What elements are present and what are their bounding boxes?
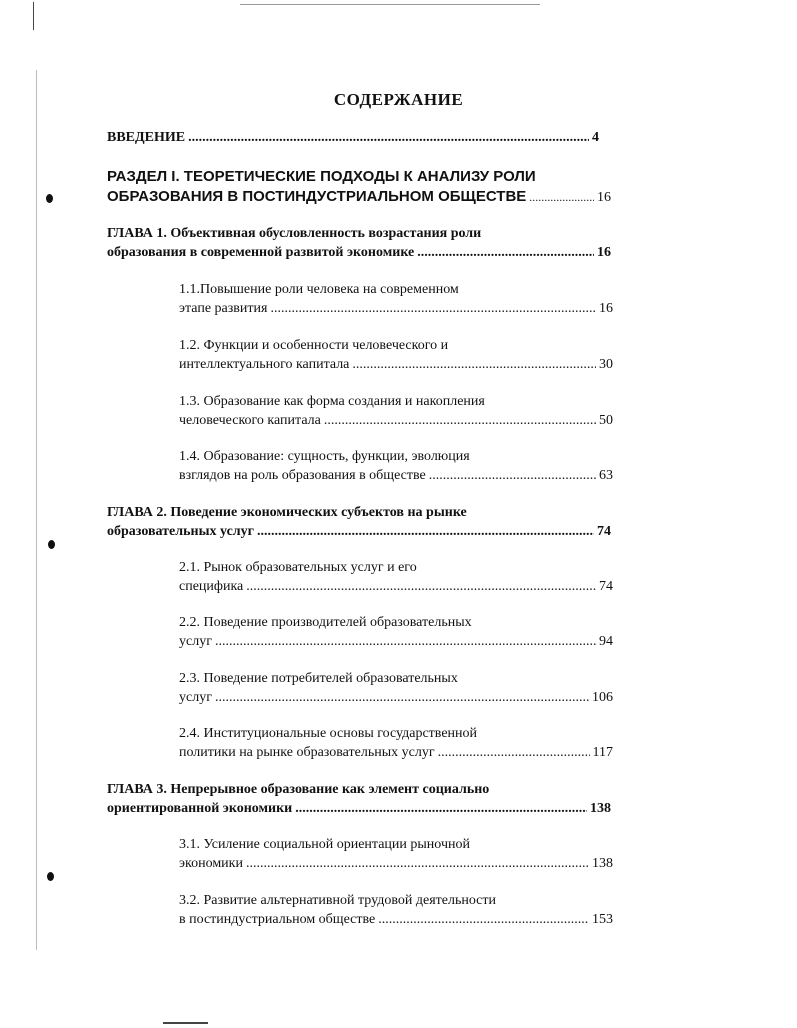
scan-mark-left-edge	[36, 70, 37, 950]
toc-entry-section	[179, 837, 613, 875]
toc-entry-label: экономики	[179, 856, 243, 871]
toc-entry-chapter	[107, 226, 611, 264]
toc-entry-label: интеллектуального капитала	[179, 357, 350, 372]
page-title: СОДЕРЖАНИЕ	[333, 90, 464, 109]
toc-entry-section	[179, 893, 613, 931]
toc-entry-label: 1.4. Образование: сущность, функции, эволюция	[179, 449, 470, 464]
toc-entry-label: человеческого капитала	[179, 413, 321, 428]
toc-entry-part	[107, 168, 611, 208]
toc-page-number: 117	[592, 745, 613, 760]
punch-hole-mark	[48, 540, 55, 549]
scan-mark-top-left	[33, 2, 34, 30]
toc-page-number: 138	[590, 801, 611, 816]
dot-leader	[438, 745, 590, 761]
dot-leader	[295, 801, 587, 817]
toc-page-number: 153	[592, 912, 613, 927]
toc-entry-label: политики на рынке образовательных услуг	[179, 745, 435, 760]
toc-page-number: 4	[592, 130, 599, 145]
toc-entry-section	[179, 560, 613, 598]
toc-entry-label: ГЛАВА 2. Поведение экономических субъектов на рынке	[107, 505, 467, 520]
toc-entry-label: в постиндустриальном обществе	[179, 912, 376, 927]
toc-entry-chapter	[107, 505, 611, 543]
dot-leader	[257, 524, 594, 540]
toc-entry-section	[179, 615, 613, 653]
toc-entry-section	[179, 282, 613, 320]
toc-page-number: 138	[592, 856, 613, 871]
toc-entry-section	[179, 726, 613, 764]
toc-page-number: 30	[599, 357, 613, 372]
toc-entry-label: РАЗДЕЛ I. ТЕОРЕТИЧЕСКИЕ ПОДХОДЫ К АНАЛИЗУ РОЛИ	[107, 168, 536, 185]
dot-leader	[529, 190, 594, 205]
dot-leader	[378, 912, 589, 928]
toc-entry-label: ГЛАВА 3. Непрерывное образование как элемент социально	[107, 782, 490, 797]
toc-entry-label: 1.2. Функции и особенности человеческого и	[179, 338, 449, 353]
toc-entry-label: 3.2. Развитие альтернативной трудовой деятельности	[179, 893, 497, 908]
toc-entry-label: услуг	[179, 690, 212, 705]
toc-entry-label: взглядов на роль образования в обществе	[179, 468, 426, 483]
dot-leader	[417, 245, 594, 261]
toc-entry-label: образования в современной развитой экономике	[107, 245, 415, 260]
dot-leader	[246, 579, 596, 595]
scan-mark-bottom	[163, 1022, 208, 1024]
dot-leader	[429, 468, 596, 484]
toc-entry-label: специфика	[179, 579, 244, 594]
toc-entry-chapter	[107, 782, 611, 820]
toc-entry-label: образовательных услуг	[107, 524, 255, 539]
toc-entry-label: ГЛАВА 1. Объективная обусловленность возрастания роли	[107, 226, 482, 241]
toc-entry-label: 1.1.Повышение роли человека на современном	[179, 282, 459, 297]
toc-entry-section	[179, 671, 613, 709]
toc-entry-label: 2.4. Институциональные основы государственной	[179, 726, 478, 741]
toc-entry-label: ВВЕДЕНИЕ	[107, 130, 186, 145]
toc-page-number: 63	[599, 468, 613, 483]
toc-entry-section	[179, 394, 613, 432]
toc-page-number: 16	[597, 245, 611, 260]
toc-entry-section	[179, 449, 613, 487]
toc-page-number: 94	[599, 634, 613, 649]
dot-leader	[188, 130, 589, 146]
toc-page-number: 16	[599, 301, 613, 316]
toc-entry-label: 2.2. Поведение производителей образовательных	[179, 615, 472, 630]
toc-entry-label: этапе развития	[179, 301, 268, 316]
dot-leader	[215, 634, 596, 650]
scan-mark-top	[240, 4, 540, 5]
dot-leader	[270, 301, 596, 317]
dot-leader	[324, 413, 596, 429]
toc-entry-label: 2.3. Поведение потребителей образовательных	[179, 671, 458, 686]
toc-page-number: 16	[597, 190, 611, 205]
dot-leader	[215, 690, 589, 706]
toc-entry-label: ОБРАЗОВАНИЯ В ПОСТИНДУСТРИАЛЬНОМ ОБЩЕСТВЕ	[107, 188, 527, 205]
toc-entry-label: 2.1. Рынок образовательных услуг и его	[179, 560, 417, 575]
toc-page-number: 50	[599, 413, 613, 428]
punch-hole-mark	[46, 194, 53, 203]
toc-entry-label: ориентированной экономики	[107, 801, 293, 816]
toc-entry-label: 1.3. Образование как форма создания и накопления	[179, 394, 485, 409]
toc-page-number: 74	[599, 579, 613, 594]
toc-entry-intro	[107, 130, 599, 149]
toc-page-number: 74	[597, 524, 611, 539]
toc-entry-section	[179, 338, 613, 376]
toc-entry-label: услуг	[179, 634, 212, 649]
dot-leader	[246, 856, 589, 872]
punch-hole-mark	[47, 872, 54, 881]
toc-entry-label: 3.1. Усиление социальной ориентации рыночной	[179, 837, 470, 852]
toc-page-number: 106	[592, 690, 613, 705]
dot-leader	[352, 357, 596, 373]
